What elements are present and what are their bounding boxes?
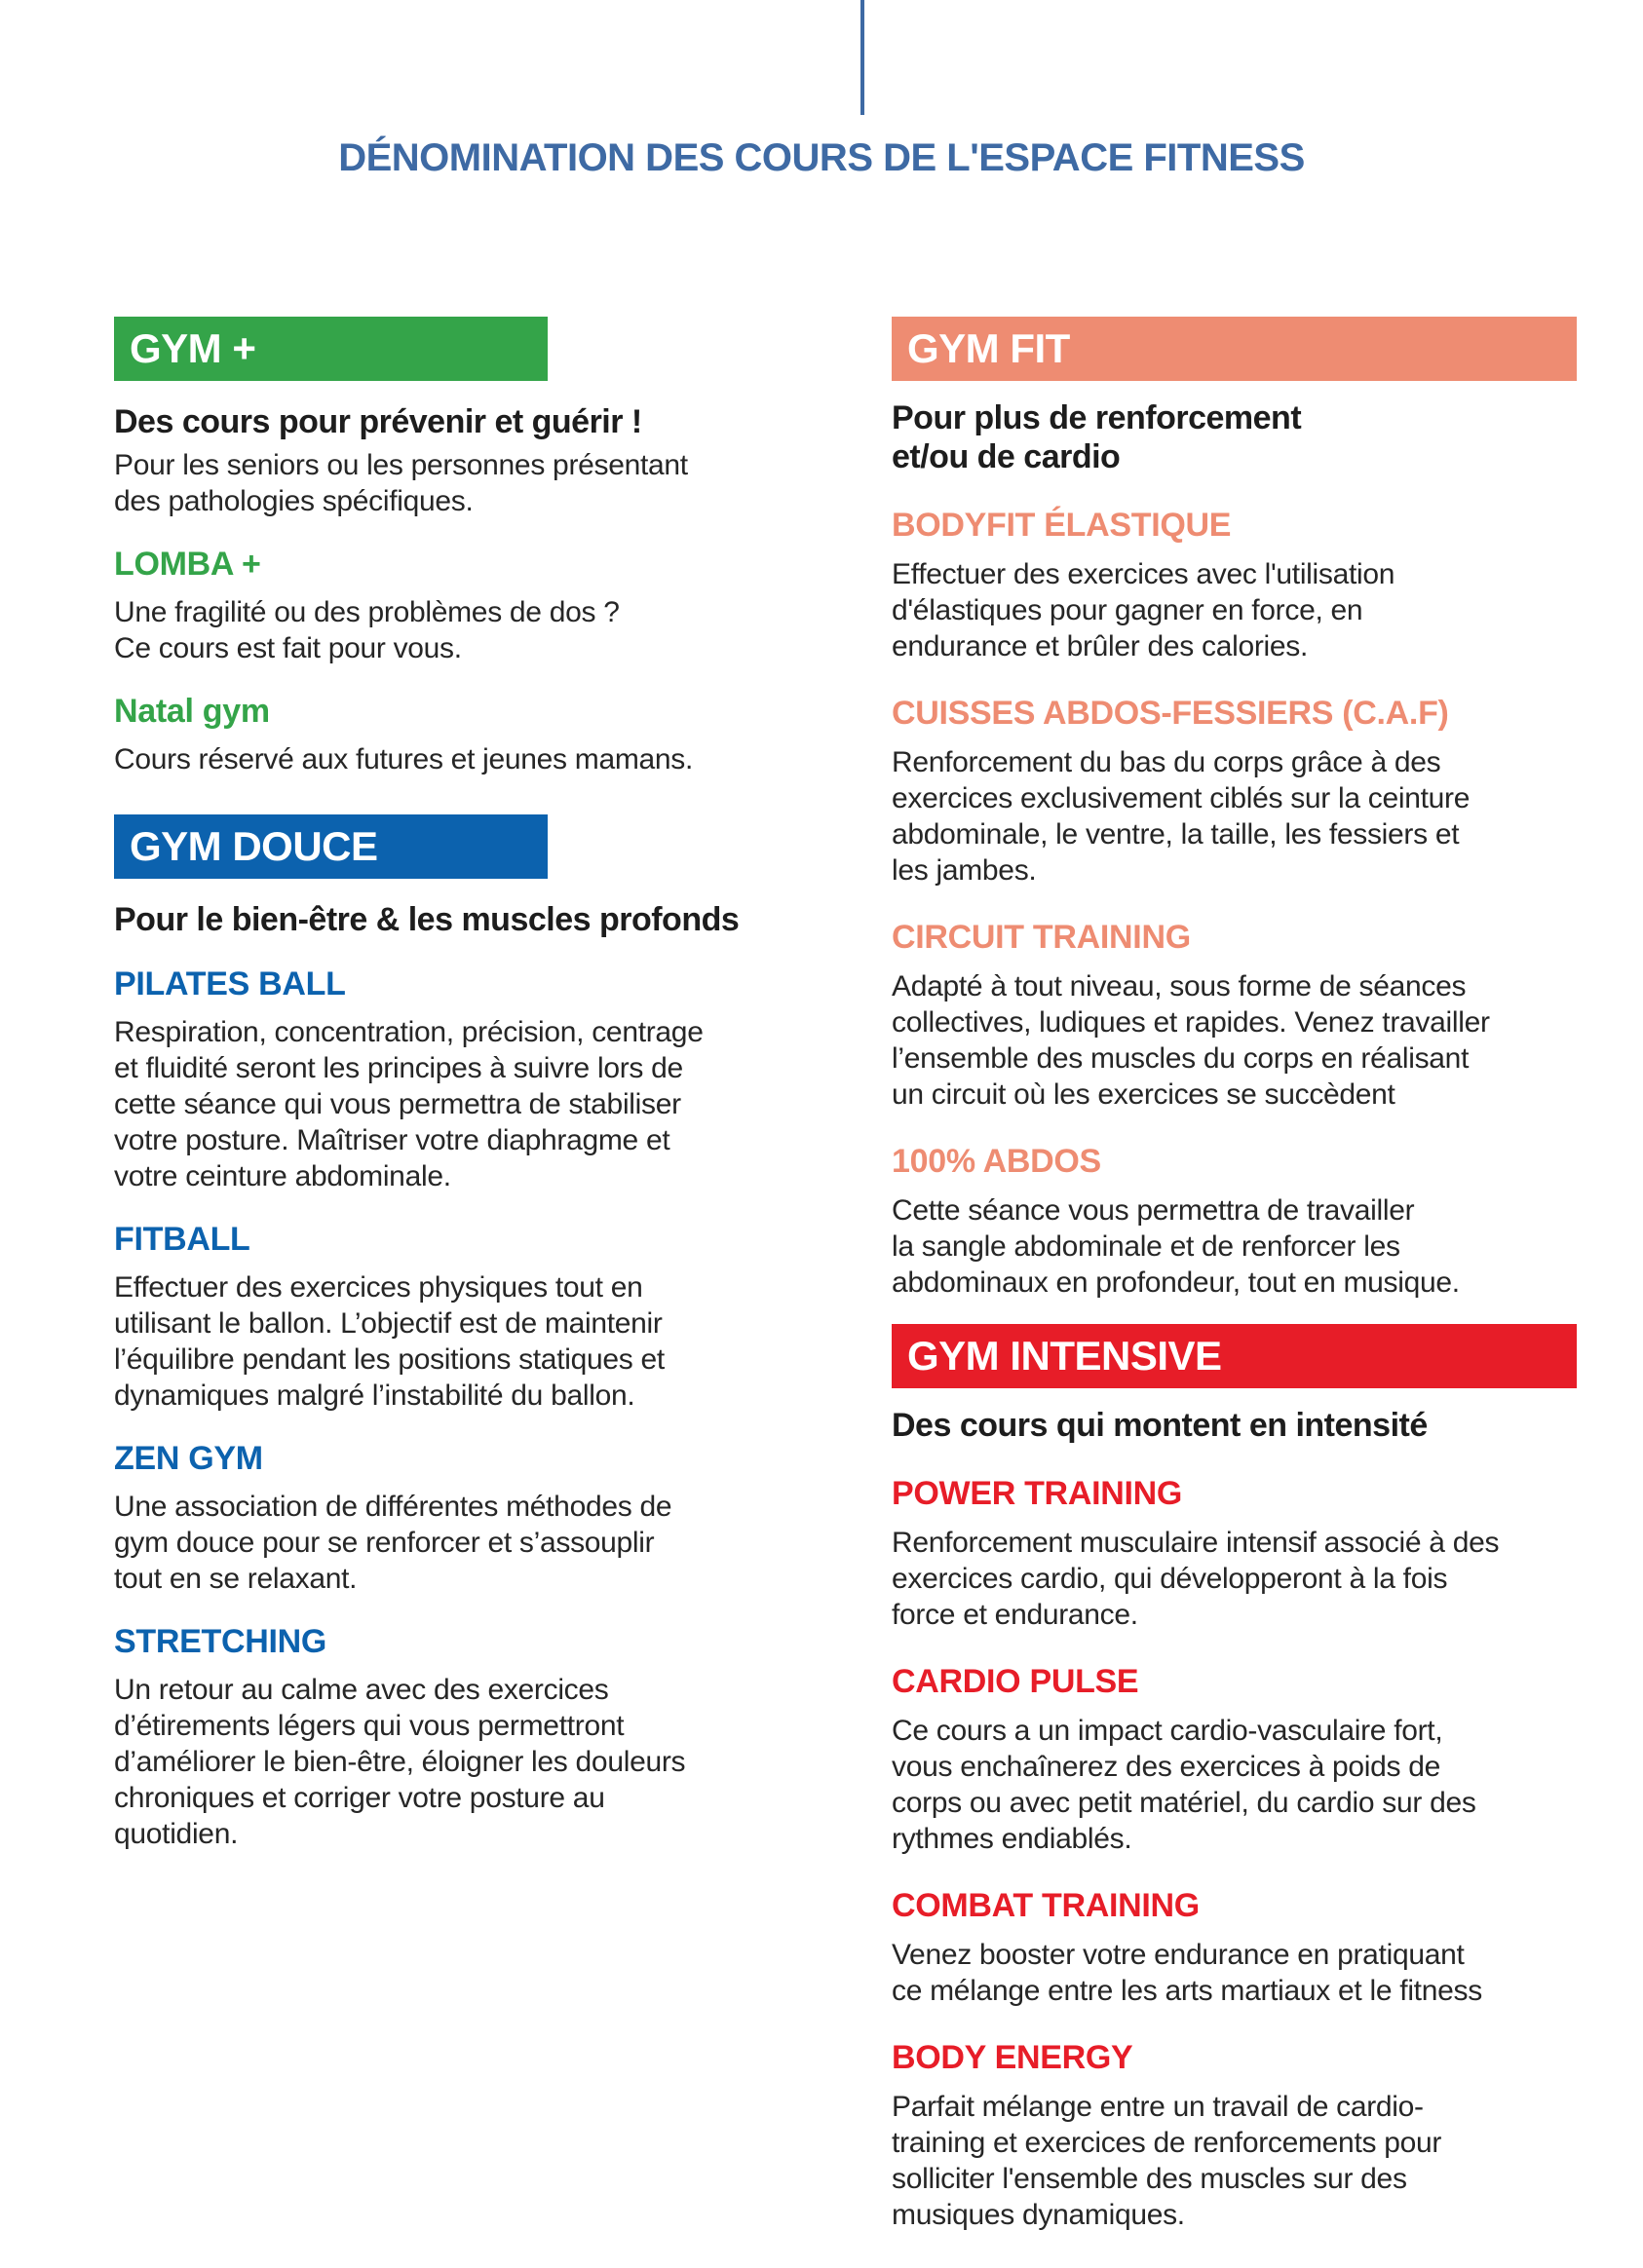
course-desc: Une association de différentes méthodes de gym douce pour se renforcer et s’assouplir tout en se relaxant.	[114, 1491, 672, 1595]
course-name: BODY ENERGY	[892, 2039, 1133, 2076]
section-tagline: Des cours qui montent en intensité	[892, 1407, 1428, 1444]
column-right	[892, 317, 1603, 2233]
course-desc: Venez booster votre endurance en pratiquant ce mélange entre les arts martiaux et le fitness	[892, 1939, 1482, 2007]
course-desc: Renforcement du bas du corps grâce à des exercices exclusivement ciblés sur la ceinture abdominale, le ventre, la taille, les fessiers et les jambes.	[892, 746, 1471, 887]
course-name: CUISSES ABDOS-FESSIERS (C.A.F)	[892, 695, 1449, 732]
course-body-energy	[892, 2038, 1603, 2233]
course-combat-training	[892, 1886, 1603, 2009]
course-name: ZEN GYM	[114, 1440, 263, 1477]
course-name: BODYFIT ÉLASTIQUE	[892, 507, 1232, 544]
course-desc: Cette séance vous permettra de travailler la sangle abdominale et de renforcer les abdominaux en profondeur, tout en musique.	[892, 1194, 1460, 1299]
section-header-gym-plus: GYM +	[114, 317, 548, 381]
course-bodyfit-elastique	[892, 506, 1603, 664]
course-desc: Adapté à tout niveau, sous forme de séances collectives, ludiques et rapides. Venez travailler l’ensemble des muscles du corps en réalisant un circuit où les exercices se succèdent	[892, 970, 1490, 1111]
course-name: LOMBA +	[114, 546, 261, 583]
course-circuit-training	[892, 918, 1603, 1113]
course-cardio-pulse	[892, 1662, 1603, 1857]
course-desc: Cours réservé aux futures et jeunes mamans.	[114, 743, 694, 775]
course-name: 100% ABDOS	[892, 1143, 1101, 1180]
course-name: POWER TRAINING	[892, 1475, 1183, 1512]
course-desc: Renforcement musculaire intensif associé à des exercices cardio, qui développeront à la fois force et endurance.	[892, 1527, 1500, 1631]
course-power-training	[892, 1474, 1603, 1633]
section-gym-intensive	[892, 1324, 1603, 2233]
course-desc: Effectuer des exercices physiques tout en utilisant le ballon. L’objectif est de maintenir l’équilibre pendant les positions statiques et dynamiques malgré l’instabilité du ballon.	[114, 1271, 665, 1412]
course-name: CARDIO PULSE	[892, 1663, 1139, 1700]
section-header-gym-intensive: GYM INTENSIVE	[892, 1324, 1577, 1388]
course-name: CIRCUIT TRAINING	[892, 919, 1191, 956]
course-name: FITBALL	[114, 1221, 250, 1258]
section-header-gym-douce: GYM DOUCE	[114, 814, 548, 879]
course-100-abdos	[892, 1142, 1603, 1301]
course-desc: Un retour au calme avec des exercices d’étirements légers qui vous permettront d’améliorer le bien-être, éloigner les douleurs chroniques et corriger votre posture au quotidien.	[114, 1674, 686, 1850]
section-gym-fit	[892, 317, 1603, 1301]
course-natal-gym	[114, 692, 694, 777]
page-title: DÉNOMINATION DES COURS DE L'ESPACE FITNESS	[338, 136, 1305, 179]
section-gym-plus	[114, 317, 694, 777]
column-left	[114, 317, 740, 1852]
section-header-gym-fit: GYM FIT	[892, 317, 1577, 381]
course-cuisses-abdos-fessiers	[892, 694, 1603, 888]
course-desc: Parfait mélange entre un travail de cardio- training et exercices de renforcements pour solliciter l'ensemble des muscles sur des musiques dynamiques.	[892, 2091, 1442, 2231]
top-divider-line	[860, 0, 864, 115]
section-tagline: Des cours pour prévenir et guérir !	[114, 403, 642, 440]
section-gym-douce	[114, 814, 740, 1852]
course-zen-gym	[114, 1439, 672, 1597]
course-desc: Respiration, concentration, précision, centrage et fluidité seront les principes à suivre lors de cette séance qui vous permettra de stabiliser votre posture. Maîtriser votre diaphragme et votre ceinture abdominale.	[114, 1016, 704, 1192]
section-tagline: Pour plus de renforcement et/ou de cardio	[892, 399, 1302, 475]
course-pilates-ball	[114, 964, 704, 1194]
course-name: Natal gym	[114, 693, 270, 730]
course-desc: Une fragilité ou des problèmes de dos ? Ce cours est fait pour vous.	[114, 596, 620, 664]
course-name: STRETCHING	[114, 1623, 327, 1660]
course-desc: Effectuer des exercices avec l'utilisation d'élastiques pour gagner en force, en endurance et brûler des calories.	[892, 558, 1395, 662]
course-name: PILATES BALL	[114, 965, 346, 1002]
course-lomba-plus	[114, 545, 660, 666]
section-tagline: Pour le bien-être & les muscles profonds	[114, 901, 740, 938]
course-name: COMBAT TRAINING	[892, 1887, 1200, 1924]
course-fitball	[114, 1220, 665, 1414]
section-intro: Pour les seniors ou les personnes présentant des pathologies spécifiques.	[114, 449, 688, 517]
course-stretching	[114, 1622, 686, 1852]
course-desc: Ce cours a un impact cardio-vasculaire fort, vous enchaînerez des exercices à poids de corps ou avec petit matériel, du cardio sur des rythmes endiablés.	[892, 1715, 1476, 1855]
